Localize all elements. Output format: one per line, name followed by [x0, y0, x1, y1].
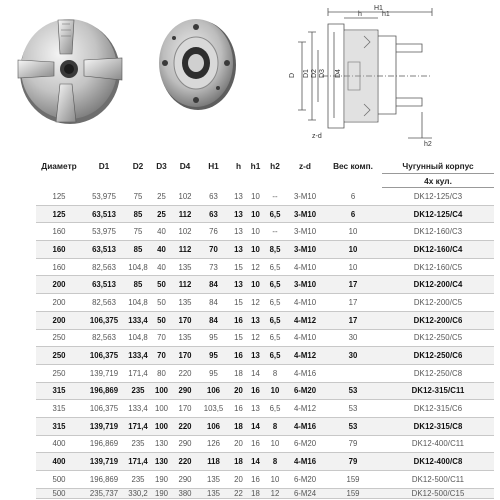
table-cell: 63,513 — [82, 276, 126, 294]
table-cell: 104,8 — [126, 294, 150, 312]
table-cell: 85 — [126, 276, 150, 294]
table-cell: -- — [264, 188, 286, 206]
table-cell: 4-M10 — [286, 294, 324, 312]
table-row — [36, 258, 494, 276]
table-cell: 6 — [324, 188, 382, 206]
table-cell: 85 — [126, 205, 150, 223]
table-cell: 3-M10 — [286, 276, 324, 294]
table-cell: 220 — [173, 453, 197, 471]
table-cell: 3-M10 — [286, 241, 324, 259]
table-cell: 20 — [230, 382, 247, 400]
table-cell: DK12-250/C8 — [382, 364, 494, 382]
table-cell: 315 — [36, 382, 82, 400]
table-row — [36, 347, 494, 365]
table-cell: 13 — [230, 205, 247, 223]
table-cell: 50 — [150, 294, 173, 312]
table-cell: 18 — [230, 417, 247, 435]
table-row — [36, 453, 494, 471]
table-cell: 95 — [197, 347, 230, 365]
table-cell: 63 — [197, 188, 230, 206]
table-cell: 63 — [197, 205, 230, 223]
table-cell: 50 — [150, 276, 173, 294]
table-cell: 17 — [324, 311, 382, 329]
table-cell: 4-M12 — [286, 347, 324, 365]
table-cell: 30 — [324, 329, 382, 347]
drawing-label-h1: h1 — [382, 11, 390, 18]
table-cell: 63,513 — [82, 205, 126, 223]
table-row — [36, 471, 494, 489]
table-cell: 16 — [247, 382, 264, 400]
table-cell: DK12-500/C11 — [382, 471, 494, 489]
table-cell: 8 — [264, 417, 286, 435]
table-cell: 4-M12 — [286, 400, 324, 418]
table-cell: DK12-500/C15 — [382, 488, 494, 498]
table-cell: 12 — [264, 488, 286, 498]
table-cell: 200 — [36, 276, 82, 294]
drawing-label-D3: D3 — [319, 69, 326, 78]
column-header: D2 — [132, 160, 144, 171]
table-cell: 18 — [247, 488, 264, 498]
table-cell: 196,869 — [82, 382, 126, 400]
table-row — [36, 382, 494, 400]
table-cell: 170 — [173, 311, 197, 329]
drawing-label-D1: D1 — [303, 69, 310, 78]
column-header: D4 — [179, 160, 191, 171]
table-cell: 200 — [36, 311, 82, 329]
column-subheader: 4х кул. — [382, 174, 494, 188]
drawing-label-H1: H1 — [374, 5, 383, 12]
table-cell: 104,8 — [126, 258, 150, 276]
table-cell: 10 — [264, 382, 286, 400]
table-cell: 14 — [247, 417, 264, 435]
table-cell: 250 — [36, 364, 82, 382]
table-cell: 104,8 — [126, 329, 150, 347]
table-cell: 15 — [230, 329, 247, 347]
table-cell: 79 — [324, 435, 382, 453]
table-cell: 6,5 — [264, 294, 286, 312]
table-cell: 6-M20 — [286, 382, 324, 400]
table-cell: 400 — [36, 435, 82, 453]
column-header: Вес комп. — [333, 160, 373, 171]
table-cell: 53 — [324, 400, 382, 418]
table-row — [36, 417, 494, 435]
table-cell: 18 — [230, 453, 247, 471]
table-cell: 220 — [173, 364, 197, 382]
table-cell: 12 — [247, 258, 264, 276]
table-cell: 10 — [247, 223, 264, 241]
table-cell: 133,4 — [126, 400, 150, 418]
table-cell: 139,719 — [82, 417, 126, 435]
table-cell: 13 — [247, 400, 264, 418]
chuck-front-view-image — [14, 14, 126, 126]
table-cell: 315 — [36, 400, 82, 418]
table-cell: 53 — [324, 417, 382, 435]
table-cell: 235 — [126, 435, 150, 453]
table-row — [36, 364, 494, 382]
table-cell: 70 — [150, 347, 173, 365]
table-cell: 133,4 — [126, 347, 150, 365]
table-cell: 12 — [247, 329, 264, 347]
table-cell: 12 — [247, 294, 264, 312]
table-cell: 13 — [247, 311, 264, 329]
table-cell: 330,2 — [126, 488, 150, 498]
table-cell: 290 — [173, 435, 197, 453]
table-cell: 18 — [230, 364, 247, 382]
table-cell: 4-M16 — [286, 453, 324, 471]
table-cell: 13 — [230, 223, 247, 241]
table-cell: 95 — [197, 329, 230, 347]
table-cell: 84 — [197, 294, 230, 312]
column-header: z-d — [299, 160, 311, 171]
technical-drawing — [282, 2, 496, 148]
table-cell: 196,869 — [82, 471, 126, 489]
table-cell: 118 — [197, 453, 230, 471]
table-row — [36, 188, 494, 206]
column-header: D1 — [98, 160, 110, 171]
table-cell: 6,5 — [264, 258, 286, 276]
table-cell: 125 — [36, 205, 82, 223]
table-cell: 100 — [150, 400, 173, 418]
table-cell: 102 — [173, 188, 197, 206]
table-cell: 75 — [126, 188, 150, 206]
column-header: D3 — [156, 160, 167, 171]
table-cell: 82,563 — [82, 329, 126, 347]
table-cell: 10 — [324, 241, 382, 259]
table-cell: 235 — [126, 382, 150, 400]
table-cell: 15 — [230, 294, 247, 312]
table-cell: 106,375 — [82, 311, 126, 329]
table-cell: DK12-200/C4 — [382, 276, 494, 294]
table-cell: DK12-315/C6 — [382, 400, 494, 418]
table-cell: 63,513 — [82, 241, 126, 259]
drawing-label-z-d: z-d — [312, 133, 322, 140]
table-cell: 14 — [247, 364, 264, 382]
table-row — [36, 205, 494, 223]
table-cell: 139,719 — [82, 364, 126, 382]
table-cell: 10 — [264, 435, 286, 453]
table-cell: 250 — [36, 347, 82, 365]
table-cell: 196,869 — [82, 435, 126, 453]
table-cell: 3-M10 — [286, 188, 324, 206]
table-cell: 171,4 — [126, 453, 150, 471]
table-cell: 10 — [247, 241, 264, 259]
table-cell: 10 — [247, 276, 264, 294]
table-cell: 171,4 — [126, 417, 150, 435]
table-cell: 30 — [324, 347, 382, 365]
drawing-label-D: D — [289, 72, 296, 78]
column-header: Чугунный корпус — [402, 160, 474, 171]
table-cell: 10 — [324, 223, 382, 241]
table-cell: 6,5 — [264, 400, 286, 418]
product-images — [0, 0, 500, 150]
table-cell: 6 — [324, 205, 382, 223]
table-cell: 130 — [150, 435, 173, 453]
column-header: Диаметр — [41, 160, 77, 171]
table-cell: 106 — [197, 382, 230, 400]
table-cell: 6,5 — [264, 347, 286, 365]
table-cell: 8 — [264, 453, 286, 471]
table-cell: 100 — [150, 417, 173, 435]
table-cell: DK12-160/C4 — [382, 241, 494, 259]
table-cell: 13 — [230, 241, 247, 259]
table-cell: 84 — [197, 276, 230, 294]
table-cell: 15 — [230, 258, 247, 276]
table-cell: 135 — [173, 329, 197, 347]
table-cell: 6,5 — [264, 311, 286, 329]
table-cell: 53 — [324, 382, 382, 400]
table-cell: 4-M12 — [286, 311, 324, 329]
table-cell: 17 — [324, 294, 382, 312]
table-cell: 17 — [324, 276, 382, 294]
table-row — [36, 241, 494, 259]
table-cell: DK12-200/C5 — [382, 294, 494, 312]
table-cell: 220 — [173, 417, 197, 435]
table-cell: 106,375 — [82, 400, 126, 418]
table-cell: 160 — [36, 241, 82, 259]
table-subheader-row — [36, 174, 494, 188]
table-cell: 16 — [230, 400, 247, 418]
table-cell: 3-M10 — [286, 205, 324, 223]
table-header-row — [36, 158, 494, 174]
table-cell: 75 — [126, 223, 150, 241]
table-cell: 190 — [150, 471, 173, 489]
table-cell: 22 — [230, 488, 247, 498]
table-cell: 103,5 — [197, 400, 230, 418]
table-cell: 10 — [264, 471, 286, 489]
table-cell: DK12-250/C5 — [382, 329, 494, 347]
table-cell: 135 — [197, 488, 230, 498]
table-cell: 139,719 — [82, 453, 126, 471]
table-cell: 25 — [150, 188, 173, 206]
table-cell: 82,563 — [82, 258, 126, 276]
table-cell: 53,975 — [82, 223, 126, 241]
table-cell: 6,5 — [264, 205, 286, 223]
table-cell: 76 — [197, 223, 230, 241]
table-cell: DK12-125/C3 — [382, 188, 494, 206]
chuck-back-view-image — [156, 16, 238, 112]
table-cell: 159 — [324, 488, 382, 498]
table-cell: 171,4 — [126, 364, 150, 382]
table-cell: DK12-250/C6 — [382, 347, 494, 365]
drawing-label-D2: D2 — [311, 69, 318, 78]
table-cell: 53,975 — [82, 188, 126, 206]
table-cell: DK12-125/C4 — [382, 205, 494, 223]
specs-table — [36, 158, 494, 499]
table-cell: 106,375 — [82, 347, 126, 365]
table-cell: DK12-400/C8 — [382, 453, 494, 471]
table-cell: 135 — [173, 258, 197, 276]
table-cell: 159 — [324, 471, 382, 489]
drawing-label-h: h — [358, 11, 362, 18]
table-cell: 95 — [197, 364, 230, 382]
column-header: h — [235, 160, 242, 171]
table-cell: 16 — [230, 347, 247, 365]
table-row — [36, 311, 494, 329]
table-cell: 4-M16 — [286, 364, 324, 382]
table-row — [36, 294, 494, 312]
table-cell: 112 — [173, 205, 197, 223]
table-cell: 10 — [247, 205, 264, 223]
table-cell: DK12-160/C3 — [382, 223, 494, 241]
table-cell: 4-M10 — [286, 329, 324, 347]
table-cell: 290 — [173, 471, 197, 489]
table-cell: 6-M20 — [286, 435, 324, 453]
table-cell: 290 — [173, 382, 197, 400]
table-cell: 14 — [247, 453, 264, 471]
table-cell: 125 — [36, 188, 82, 206]
table-cell: 80 — [150, 364, 173, 382]
table-cell: 160 — [36, 258, 82, 276]
table-cell: 170 — [173, 347, 197, 365]
table-cell: 4-M16 — [286, 417, 324, 435]
table-row — [36, 223, 494, 241]
table-cell: 112 — [173, 241, 197, 259]
column-header: h2 — [270, 160, 280, 171]
table-cell: 70 — [150, 329, 173, 347]
table-cell: 112 — [173, 276, 197, 294]
table-cell: 126 — [197, 435, 230, 453]
table-cell: 25 — [150, 205, 173, 223]
table-cell: 135 — [197, 471, 230, 489]
table-cell: 20 — [230, 435, 247, 453]
column-header: h1 — [250, 160, 261, 171]
table-cell: 82,563 — [82, 294, 126, 312]
table-cell: 130 — [150, 453, 173, 471]
table-row — [36, 488, 494, 498]
table-cell: 40 — [150, 241, 173, 259]
table-cell: 8,5 — [264, 241, 286, 259]
table-cell: 6-M24 — [286, 488, 324, 498]
table-cell: 85 — [126, 241, 150, 259]
column-header: H1 — [208, 160, 219, 171]
table-cell: 133,4 — [126, 311, 150, 329]
table-cell: 79 — [324, 453, 382, 471]
table-cell: 10 — [324, 258, 382, 276]
table-cell: 6,5 — [264, 276, 286, 294]
table-cell: 135 — [173, 294, 197, 312]
table-cell: 84 — [197, 311, 230, 329]
table-cell: 380 — [173, 488, 197, 498]
table-cell: 8 — [264, 364, 286, 382]
table-cell: 100 — [150, 382, 173, 400]
table-cell: 3-M10 — [286, 223, 324, 241]
table-cell: DK12-400/C11 — [382, 435, 494, 453]
table-cell: 50 — [150, 311, 173, 329]
table-cell: 13 — [230, 188, 247, 206]
table-cell: 16 — [247, 435, 264, 453]
table-cell: 20 — [230, 471, 247, 489]
table-row — [36, 276, 494, 294]
table-cell: 315 — [36, 417, 82, 435]
table-cell: 235,737 — [82, 488, 126, 498]
table-cell: DK12-315/C11 — [382, 382, 494, 400]
table-cell: 13 — [230, 276, 247, 294]
table-cell: 250 — [36, 329, 82, 347]
table-cell: 10 — [247, 188, 264, 206]
table-cell: 16 — [230, 311, 247, 329]
table-cell: DK12-160/C5 — [382, 258, 494, 276]
table-cell: 40 — [150, 258, 173, 276]
table-row — [36, 400, 494, 418]
table-cell: 190 — [150, 488, 173, 498]
table-row — [36, 329, 494, 347]
table-cell: 6,5 — [264, 329, 286, 347]
table-cell: 6-M20 — [286, 471, 324, 489]
table-cell: 40 — [150, 223, 173, 241]
table-cell: 200 — [36, 294, 82, 312]
table-cell: 13 — [247, 347, 264, 365]
drawing-label-D4: D4 — [335, 69, 342, 78]
table-cell: 170 — [173, 400, 197, 418]
drawing-label-h2: h2 — [424, 141, 432, 148]
table-cell: 73 — [197, 258, 230, 276]
table-cell: 500 — [36, 488, 82, 498]
table-cell: 70 — [197, 241, 230, 259]
table-cell: 235 — [126, 471, 150, 489]
table-cell: 400 — [36, 453, 82, 471]
table-cell: DK12-200/C6 — [382, 311, 494, 329]
table-cell: 102 — [173, 223, 197, 241]
table-cell — [324, 364, 382, 382]
table-cell: 160 — [36, 223, 82, 241]
table-row — [36, 435, 494, 453]
table-cell: 500 — [36, 471, 82, 489]
table-cell: 4-M10 — [286, 258, 324, 276]
table-cell: -- — [264, 223, 286, 241]
table-cell: 106 — [197, 417, 230, 435]
table-cell: 16 — [247, 471, 264, 489]
table-cell: DK12-315/C8 — [382, 417, 494, 435]
